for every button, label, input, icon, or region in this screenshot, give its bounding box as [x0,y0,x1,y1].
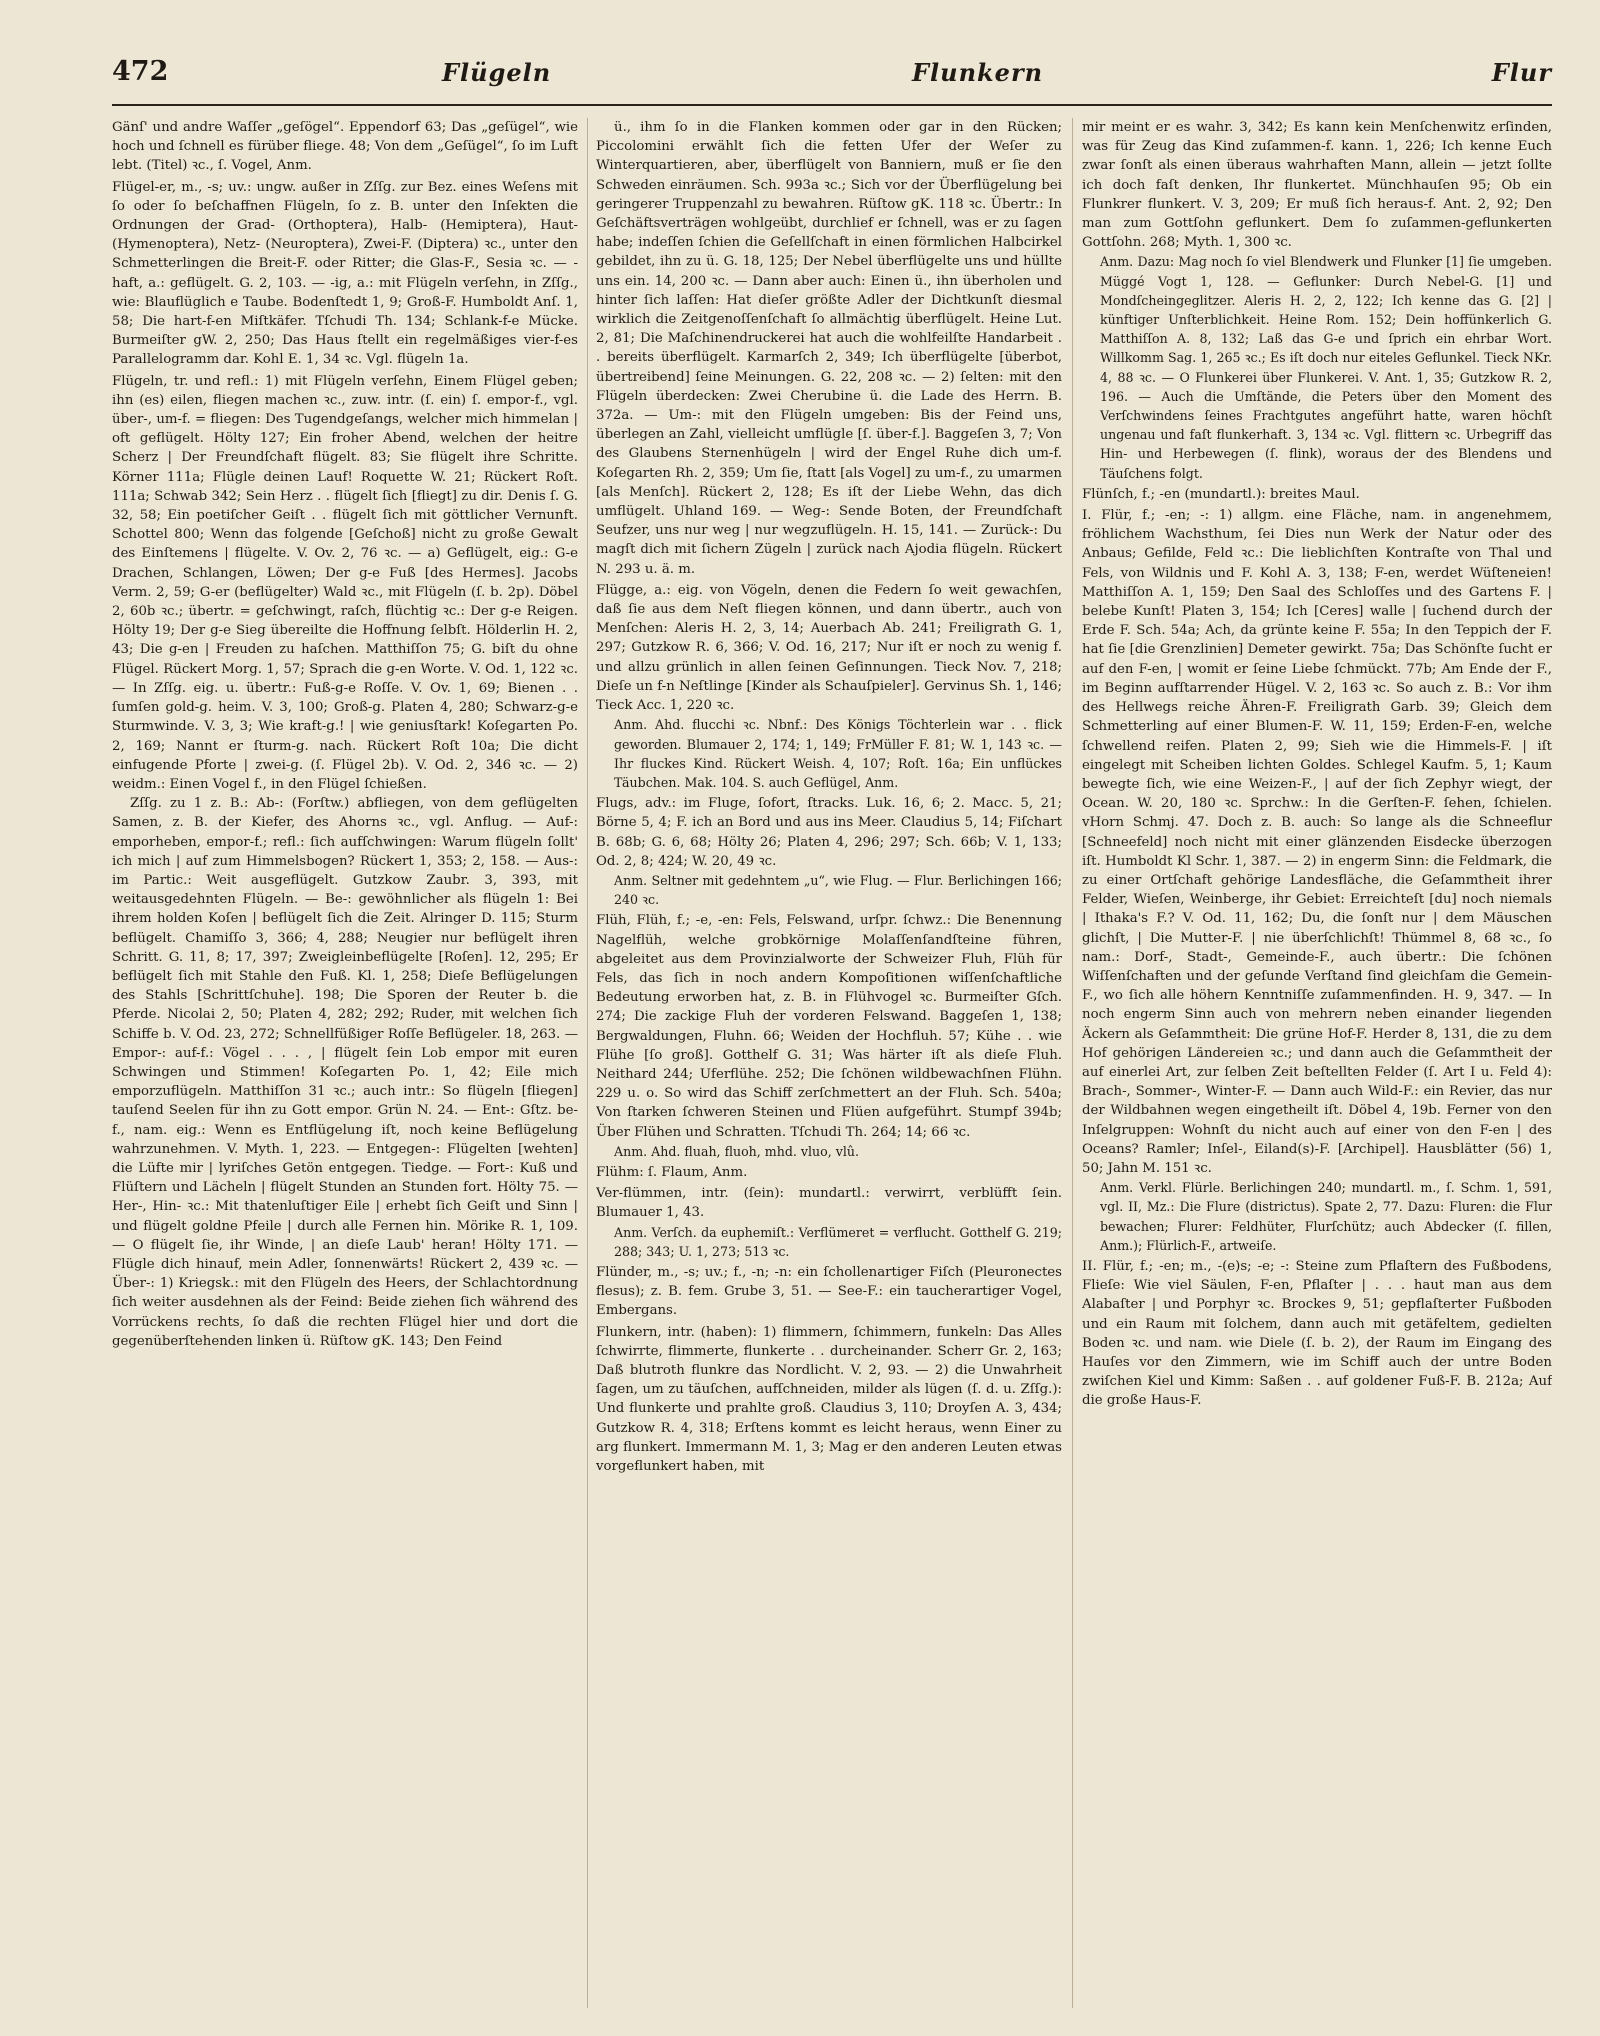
dictionary-entry: Ver-flümmen, intr. (ſein): mundartl.: verwirrt, verblüfft ſein. Blumauer 1, 43. [596,1186,1062,1221]
dictionary-entry: Flügge, a.: eig. von Vögeln, denen die Federn ſo weit gewachſen, daß ſie aus dem Neſt fliegen können, und dann übertr., auch von Menſchen: Aleris H. 2, 3, 14; Auerbach Ab. 241; Freiligrath G. 1, 297; Gutzkow R. 6, 366; V. Od. 16, 217; Nur iſt er noch zu wenig f. und allzu grünlich in allen ſeinen Geſinnungen. Tieck Nov. 7, 218; Dieſe un f-n Neſtlinge [Kinder als Schauſpieler]. Gervinus Sh. 1, 146; Tieck Acc. 1, 220 ꝛc. [596,582,1062,714]
dictionary-entry: Flünſch, f.; -en (mundartl.): breites Maul. [1082,486,1360,502]
column-divider [1072,118,1073,2008]
dictionary-entry: Gänſ' und andre Waſſer „geſögel“. Eppendorf 63; Das „geſügel“, wie hoch und ſchnell es fürüber fliege. 48; Von dem „Geſügel“, ſo im Luft lebt. (Titel) ꝛc., ſ. Vogel, Anm. [112,120,578,174]
annotation-paragraph: Anm. Seltner mit gedehntem „u“, wie Flug. — Flur. Berlichingen 166; 240 ꝛc. [614,872,1062,908]
dictionary-entry: Flüh, Flüh, f.; -e, -en: Fels, Felswand, urſpr. ſchwz.: Die Benennung Nagelflüh, welche grobkörnige Molaſſenſandſteine führen, abgeleitet aus dem Provinzialworte der Schweizer Fluh, Flüh für Fels, das ſich in noch andern Kompoſitionen wiſſenſchaftliche Bedeutung erworben hat, z. B. in Flühvogel ꝛc. Burmeiſter Gſch. 274; Die zackige Fluh der vorderen Felswand. Baggeſen 1, 138; Bergwaldungen, Fluhn. 66; Weiden der Hochfluh. 57; Kühe . . wie Flühe [ſo groß]. Gotthelf G. 31; Was härter iſt als dieſe Fluh. Neithard 244; Uferflühe. 252; Die ſchönen wildbewachſnen Flühn. 229 u. o. So wird das Schiff zerſchmettert an der Fluh. Sch. 540a; Von ſtarken ſchweren Steinen und Flüen aufgeführt. Stumpf 394b; Über Flühen und Schratten. Tſchudi Th. 264; 14; 66 ꝛc. [596,913,1062,1140]
page-header [112,56,1552,100]
dictionary-entry: Flühm: ſ. Flaum, Anm. [596,1164,748,1180]
dictionary-entry: I. Flür, f.; -en; -: 1) allgm. eine Fläche, nam. in angenehmem, fröhlichem Wachsthum, ſei Dies nun Werk der Natur oder des Anbaus; Gefilde, Feld ꝛc.: Die lieblichſten Kontraſte von Thal und Fels, von Wildnis und F. Kohl A. 3, 138; F-en, werdet Wüſteneien! Matthiſſon A. 1, 159; Den Saal des Schloſſes und des Gartens F. | belebe Kunſt! Platen 3, 154; Ich [Ceres] walle | ſuchend durch der Erde F. Sch. 54a; Ach, da grünte keine F. 55a; In den Teppich der F. hat ſie [die Grenzlinien] Demeter gewirkt. 75a; Das Schönſte ſucht er auf den F-en, | womit er ſeine Liebe ſchmückt. 77b; Am Ende der F., im Beginn aufſtarrender Hügel. V. 2, 163 ꝛc. So auch z. B.: Vor ihm des Hellwegs reiche Ähren-F. Freiligrath Garb. 39; Gleich dem Schmetterling auf einer Blumen-F. W. 11, 159; Erden-F-en, welche ſchwellend reifen. Platen 2, 99; Sieh wie die Himmels-F. | iſt eingelegt mit Scheiben lichten Goldes. Schlegel Kaufm. 5, 1; Kaum bewegte ſich, wie eine Weizen-F., | auf der ſich Zephyr wiegt, der Ocean. W. 20, 180 ꝛc. Sprchw.: In die Gerſten-F. ſehen, ſchielen. vHorn Schmj. 47. Doch z. B. auch: So lange als die Schneeflur [Schneefeld] noch nicht mit einer glänzenden Eisdecke überzogen iſt. Humboldt Kl Schr. 1, 387. — 2) in engerm Sinn: die Feldmark, die zu einer Ortſchaft gehörige Landesfläche, die Geſammtheit ihrer Felder, Wieſen, Weinberge, ihr Gebiet: Erreichteſt [du] noch niemals | Ithaka's F.? V. Od. 11, 162; Du, die ſonſt nur | dem Mäuschen glichſt, | Die Mutter-F. | nie überſchlichſt! Thümmel 8, 68 ꝛc., ſo nam.: Dorf-, Stadt-, Gemeinde-F., auch übertr.: Die ſchönen Wiſſenſchaften und der geſunde Verſtand ſind gleichſam die Gemein-F., wo ſich alle höhern Kenntniſſe zuſammenfinden. H. 9, 347. — In noch engerm Sinn auch von mehrern neben einander liegenden Äckern als Geſammtheit: Die grüne Hof-F. Herder 8, 131, die zu dem Hof gehörigen Ländereien ꝛc.; und dann auch die Geſammtheit der auf einerlei Art, zur ſelben Zeit beſtellten Felder (ſ. Art I u. Feld 4): Brach-, Sommer-, Winter-F. — Dann auch Wild-F.: ein Revier, das nur der Wildbahnen wegen eingetheilt iſt. Döbel 4, 19b. Ferner von den Inſelgruppen: Wohnſt du nicht auch auf einer von den F-en | des Oceans? Ramler; Inſel-, Eiland(s)-F. [Archipel]. Hausblätter (56) 1, 50; Jahn M. 151 ꝛc. [1082,508,1552,1176]
annotation-paragraph: Anm. Verſch. da euphemiſt.: Verflümeret = verflucht. Gotthelf G. 219; 288; 343; U. 1, 273; 513 ꝛc. [614,1224,1062,1259]
column-3 [1082,118,1552,2013]
dictionary-entry: Flügeln, tr. und refl.: 1) mit Flügeln verſehn, Einem Flügel geben; ihn (es) eilen, fliegen machen ꝛc., zuw. intr. (ſ. ein) ſ. empor-f., vgl. über-, um-f. = fliegen: Des Tugendgeſangs, welcher mich himmelan | oft geflügelt. Hölty 127; Ein froher Abend, welchen der heitre Scherz | Der Freundſchaft flügelt. 83; Sie flügelt ihre Schritte. Körner 111a; Flügle deinen Lauf! Roquette W. 21; Rückert Roſt. 111a; Schwab 342; Sein Herz . . flügelt ſich [fliegt] zu dir. Denis ſ. G. 32, 58; Ein poetiſcher Geiſt . . flügelt ſich mit göttlicher Vernunft. Schottel 800; Wenn das folgende [Geſchoß] nicht zu große Gewalt des Einſtemens | flügelte. V. Ov. 2, 76 ꝛc. — a) Geflügelt, eig.: G-e Drachen, Schlangen, Löwen; Der g-e Fuß [des Hermes]. Jacobs Verm. 2, 59; G-er (beflügelter) Wald ꝛc., mit Flügeln (ſ. b. 2p). Döbel 2, 60b ꝛc.; übertr. = geſchwingt, raſch, flüchtig ꝛc.: Der g-e Reigen. Hölty 19; Der g-e Sieg übereilte die Hoffnung ſelbſt. Hölderlin H. 2, 43; Die g-en | Freuden zu haſchen. Matthiſſon 75; G. biſt du ohne Flügel. Rückert Morg. 1, 57; Sprach die g-en Worte. V. Od. 1, 122 ꝛc. — In Zſſg. eig. u. übertr.: Fuß-g-e Roſſe. V. Ov. 1, 69; Bienen . . ſumſen gold-g. heim. V. 3, 100; Groß-g. Platen 4, 280; Schwarz-g-e Sturmwinde. V. 3, 3; Wie kraft-g.! | wie geniusſtark! Koſegarten Po. 2, 169; Nannt er ſturm-g. nach. Rückert Roſt 10a; Die dicht einfugende Pforte | zwei-g. (ſ. Flügel 2b). V. Od. 2, 346 ꝛc. — 2) weidm.: Einen Vogel f., in den Flügel ſchießen. [112,373,578,792]
running-head-left: Flügeln [442,58,552,87]
dictionary-entry: II. Flür, f.; -en; m., -(e)s; -e; -: Steine zum Pflaſtern des Fußbodens, Flieſe: Wie viel Säulen, F-en, Pflaſter | . . . haut man aus dem Alabaſter | und Porphyr ꝛc. Brockes 9, 51; gepflaſterter Fußboden und ein Raum mit ſolchem, dann auch mit getäfeltem, gedielten Boden ꝛc. und nam. wie Diele (ſ. b. 2), der Raum im Eingang des Hauſes vor den Zimmern, wie im Schiff auch der untre Boden zwiſchen Kiel und Kimm: Saßen . . auf goldener Fuß-F. B. 212a; Auf die große Haus-F. [1082,1258,1552,1409]
running-head-center: Flunkern [912,58,1044,87]
running-head-right: Flur [1491,58,1552,87]
dictionary-entry: mir meint er es wahr. 3, 342; Es kann kein Menſchenwitz erſinden, was für Zeug das Kind zuſammen-f. kann. 1, 226; Ich kenne Euch zwar ſonſt als einen überaus wahrhaften Mann, allein — jetzt ſollte ich doch faſt denken, Ihr flunkertet. Münchhauſen 95; Ob ein Flunkrer flunkert. V. 3, 209; Er muß ſich heraus-f. Ant. 2, 92; Den man zum Gottſohn geflunkert. Dem ſo zuſammen-geflunkerten Gottſohn. 268; Myth. 1, 300 ꝛc. [1082,120,1552,251]
column-2 [596,118,1062,2013]
annotation-paragraph: Anm. Dazu: Mag noch ſo viel Blendwerk und Flunker [1] ſie umgeben. Müggé Vogt 1, 128. — Geflunker: Durch Nebel-G. [1] und Mondſcheingeglitzer. Aleris H. 2, 2, 122; Ich kenne das G. [2] | künftiger Unſterblichkeit. Heine Rom. 152; Dein hoffünkerlich G. Matthiſſon A. 8, 132; Laß das G-e und ſprich ein ehrbar Wort. Willkomm Sag. 1, 265 ꝛc.; Es iſt doch nur eiteles Geflunkel. Tieck NKr. 4, 88 ꝛc. — O Flunkerei über Flunkerei. V. Ant. 1, 35; Gutzkow R. 2, 196. — Auch die Umſtände, die Peters über den Moment des Verſchwindens ſeines Frachtgutes angeführt hatte, waren höchſt ungenau und faſt flunkerhaft. 3, 134 ꝛc. Vgl. flittern ꝛc. Urbegriff das Hin- und Herbewegen (ſ. flink), woraus der des Blendens und Täuſchens folgt. [1100,254,1552,481]
column-1 [112,118,578,2013]
dictionary-entry: Zſſg. zu 1 z. B.: Ab-: (Forſtw.) abfliegen, von dem geflügelten Samen, z. B. der Kiefer, des Ahorns ꝛc., vgl. Anflug. — Auf-: emporheben, empor-f.; refl.: ſich aufſchwingen: Warum flügeln ſollt' ich mich | auf zum Himmelsbogen? Rückert 1, 353; 2, 158. — Aus-: im Partic.: Weit ausgeflügelt. Gutzkow Zaubr. 3, 393, mit weitausgedehnten Flügeln. — Be-: gewöhnlicher als flügeln 1: Bei ihrem holden Koſen | beflügelt ſich die Zeit. Alringer D. 115; Sturm beflügelt. Chamiſſo 3, 366; 4, 288; Neugier nur beflügelt ihren Schritt. G. 11, 8; 17, 397; Zweigleinbeflügelte [Roſen]. 12, 295; Er beflügelt ſich mit Stahle den Fuß. Kl. 1, 258; Dieſe Beflügelungen des Stahls [Schrittſchuhe]. 198; Die Sporen der Reuter b. die Pferde. Nicolai 2, 50; Platen 4, 282; 292; Ruder, mit welchen ſich Schiffe b. V. Od. 23, 272; Schnellfüßiger Roſſe Beflügeler. 18, 263. — Empor-: auf-f.: Vögel . . . , | flügelt ſein Lob empor mit euren Schwingen und Stimmen! Koſegarten Po. 1, 42; Eile mich emporzuflügeln. Matthiſſon 31 ꝛc.; auch intr.: So flügeln [fliegen] tauſend Seelen für ihn zu Gott empor. Grün N. 24. — Ent-: Gſtz. be-f., nam. eig.: Wenn es Entflügelung iſt, noch keine Beflügelung wahrzunehmen. V. Myth. 1, 223. — Entgegen-: Flügelten [wehten] die Lüfte mir | lyriſches Getön entgegen. Tiedge. — Fort-: Kuß und Flüſtern und Lächeln | flügelt Stunden an Stunden fort. Hölty 75. — Her-, Hin- ꝛc.: Mit thatenluſtiger Eile | erhebt ſich Geiſt und Sinn | und flügelt goldne Pfeile | durch alle Fernen hin. Mörike R. 1, 109. — O flügelt ſie, ihr Winde, | an dieſe Laub' heran! Hölty 171. — Flügle dich hinauf, mein Adler, ſonnenwärts! Rückert 2, 439 ꝛc. — Über-: 1) Kriegsk.: mit den Flügeln des Heers, der Schlachtordnung ſich weiter ausdehnen als der Feind: Beide ziehen ſich während des Vorrückens rechts, ſo daß die rechten Flügel hier und dort die gegenüberſtehenden linken ü. Rüſtow gK. 143; Den Feind [112,796,578,1349]
page-number: 472 [112,56,169,87]
header-rule [112,104,1552,106]
annotation-paragraph: Anm. Ahd. fluah, fluoh, mhd. vluo, vlû. [614,1143,859,1159]
column-divider [587,118,588,2008]
dictionary-entry: Flünder, m., -s; uv.; f., -n; -n: ein ſchollenartiger Fiſch (Pleuronectes flesus); z. B. fem. Grube 3, 51. — See-F.: ein taucherartiger Vogel, Embergans. [596,1264,1062,1319]
annotation-paragraph: Anm. Verkl. Flürle. Berlichingen 240; mundartl. m., ſ. Schm. 1, 591, vgl. II, Mz.: Die Flure (districtus). Spate 2, 77. Dazu: Fluren: die Flur bewachen; Flurer: Feldhüter, Flurſchütz; auch Abdecker (ſ. fillen, Anm.); Flürlich-F., artweiſe. [1100,1180,1552,1253]
annotation-paragraph: Anm. Ahd. flucchi ꝛc. Nbnf.: Des Königs Töchterlein war . . flick geworden. Blumauer 2, 174; 1, 149; FrMüller F. 81; W. 1, 143 ꝛc. — Ihr fluckes Kind. Rückert Weish. 4, 107; Roſt. 16a; Ein unflückes Täubchen. Mak. 104. S. auch Geflügel, Anm. [614,717,1062,790]
dictionary-entry: ü., ihm ſo in die Flanken kommen oder gar in den Rücken; Piccolomini erwählt ſich die fetten Ufer der Weſer zu Winterquartieren, aber, überflügelt von Banniern, muß er ſie den Schweden einräumen. Sch. 993a ꝛc.; Sich vor der Überflügelung bei geringerer Truppenzahl zu bewahren. Rüſtow gK. 118 ꝛc. Übertr.: In Geſchäftsverträgen wohlgeübt, durchlief er ſchnell, was er zu ſagen habe; indeſſen ſchien die Geſellſchaft in einen förmlichen Halbcirkel gebildet, ihn zu ü. G. 18, 125; Der Nebel überflügelte uns und hüllte uns ein. 14, 200 ꝛc. — Dann aber auch: Einen ü., ihn überholen und hinter ſich laſſen: Hat dieſer größte Adler der Dichtkunſt diesmal wirklich die Zeitgenoſſenſchaft ſo allmächtig überflügelt. Heine Lut. 2, 81; Die Maſchinendruckerei hat auch die wohlfeilſte Handarbeit . . bereits überflügelt. Karmarſch 2, 349; Ich überflügelte [überbot, übertreibend] ſeine Meinungen. G. 22, 208 ꝛc. — 2) ſelten: mit den Flügeln überdecken: Zwei Cherubine ü. die Lade des Herrn. B. 372a. — Um-: mit den Flügeln umgeben: Bis der Feind uns, überlegen an Zahl, vielleicht umflügle [ſ. über-f.]. Baggeſen 3, 7; Von des Glaubens Sternenhügeln | wird der Engel Ruhe dich um-f. Koſegarten Rh. 2, 359; Um ſie, ſtatt [als Vogel] zu um-f., zu umarmen [als Menſch]. Rückert 2, 128; Es iſt der Liebe Wehn, das dich umflügelt. Uhland 169. — Weg-: Sende Boten, der Freundſchaft Seufzer, uns nur weg | nur wegzuflügeln. H. 15, 141. — Zurück-: Du magſt dich mit ſichern Zügeln | zurück nach Ajodia flügeln. Rückert N. 293 u. ä. m. [596,120,1062,577]
dictionary-entry: Flügel-er, m., -s; uv.: ungw. außer in Zſſg. zur Bez. eines Weſens mit ſo oder ſo beſchaffnen Flügeln, ſo z. B. unter den Inſekten die Ordnungen der Grad- (Orthoptera), Halb- (Hemiptera), Haut- (Hymenoptera), Netz- (Neuroptera), Zwei-F. (Diptera) ꝛc., unter den Schmetterlingen die Breit-F. oder Ritter; die Glas-F., Sesia ꝛc. — -haft, a.: geflügelt. G. 2, 103. — -ig, a.: mit Flügeln verſehn, in Zſſg., wie: Blauflüglich e Taube. Bodenſtedt 1, 9; Groß-F. Humboldt Anſ. 1, 58; Die hart-f-en Miſtkäfer. Tſchudi Th. 134; Schlank-f-e Mücke. Burmeiſter gW. 2, 250; Das Haus ſtellt ein regelmäßiges vier-f-es Parallelogramm dar. Kohl E. 1, 34 ꝛc. Vgl. flügeln 1a. [112,179,578,368]
dictionary-entry: Flunkern, intr. (haben): 1) flimmern, ſchimmern, funkeln: Das Alles ſchwirrte, flimmerte, flunkerte . . durcheinander. Scherr Gr. 2, 163; Daß blutroth flunkre das Nordlicht. V. 2, 93. — 2) die Unwahrheit ſagen, um zu täuſchen, aufſchneiden, milder als lügen (ſ. d. u. Zſſg.): Und flunkerte und prahlte groß. Claudius 3, 110; Droyſen A. 3, 434; Gutzkow R. 4, 318; Erſtens kommt es leicht heraus, wenn Einer zu arg flunkert. Immermann M. 1, 3; Mag er den anderen Leuten etwas vorgeflunkert haben, mit [596,1324,1062,1475]
dictionary-entry: Flugs, adv.: im Fluge, ſofort, ſtracks. Luk. 16, 6; 2. Macc. 5, 21; Börne 5, 4; F. ich an Bord und aus ins Meer. Claudius 5, 14; Fiſchart B. 68b; G. 6, 68; Hölty 26; Platen 4, 296; 297; Sch. 66b; V. 1, 133; Od. 2, 8; 424; W. 20, 49 ꝛc. [596,796,1062,869]
